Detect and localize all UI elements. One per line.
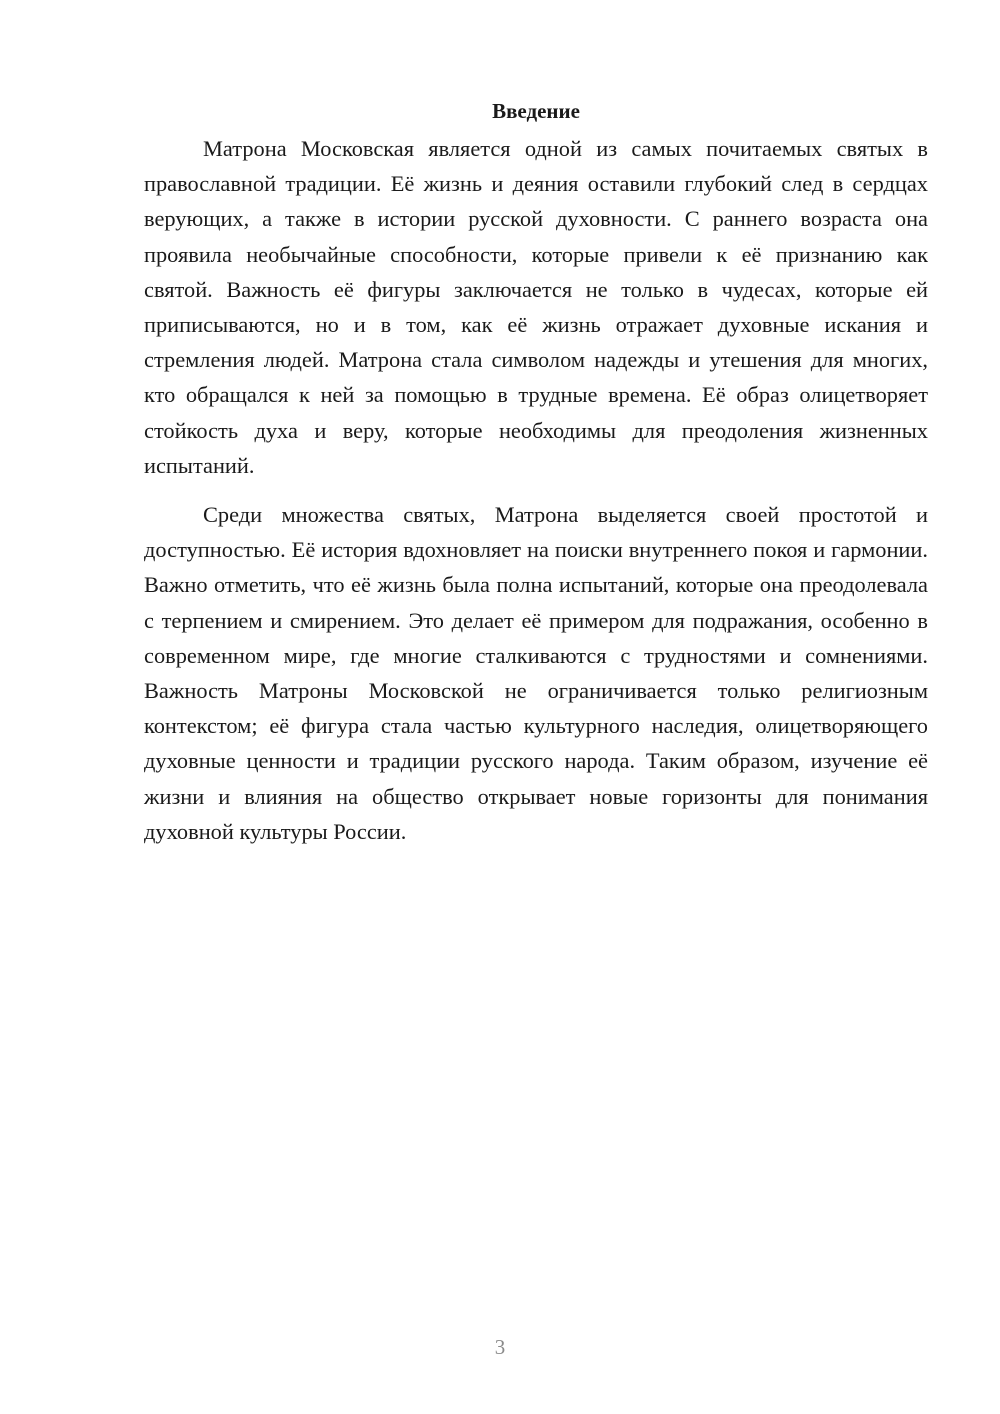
page-content bbox=[144, 96, 928, 849]
section-title: Введение bbox=[492, 99, 580, 123]
page-number: 3 bbox=[494, 1335, 506, 1359]
paragraph-second: Среди множества святых, Матрона выделяется своей простотой и доступностью. Её история вдохновляет на поиски внутреннего покоя и гармонии. Важно отметить, что её жизнь была полна испытаний, которые она преодолевала с терпением и смирением. Это делает её примером для подражания, особенно в современном мире, где многие сталкиваются с трудностями и сомнениями. Важность Матроны Московской не ограничивается только религиозным контекстом; её фигура стала частью культурного наследия, олицетворяющего духовные ценности и традиции русского народа. Таким образом, изучение её жизни и влияния на общество открывает новые горизонты для понимания духовной культуры России. bbox=[144, 502, 928, 844]
paragraph-intro: Матрона Московская является одной из самых почитаемых святых в православной традиции. Её жизнь и деяния оставили глубокий след в сердцах верующих, а также в истории русской духовности. С раннего возраста она проявила необычайные способности, которые привели к её признанию как святой. Важность её фигуры заключается не только в чудесах, которые ей приписываются, но и в том, как её жизнь отражает духовные искания и стремления людей. Матрона стала символом надежды и утешения для многих, кто обращался к ней за помощью в трудные времена. Её образ олицетворяет стойкость духа и веру, которые необходимы для преодоления жизненных испытаний. bbox=[144, 136, 928, 478]
